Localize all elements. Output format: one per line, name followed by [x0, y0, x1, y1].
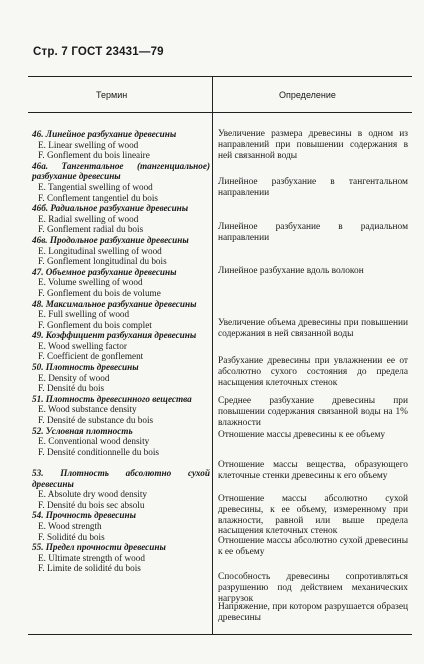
table-top-rule — [28, 76, 412, 77]
term-translation-fr: F. Solidité du bois — [38, 531, 105, 542]
term-translation-fr: F. Gonflement du bois lineaire — [38, 150, 150, 161]
table-bottom-rule — [28, 634, 412, 635]
term-title: 46в. Продольное разбухание древесины — [32, 234, 189, 245]
column-divider — [212, 76, 213, 634]
definition-text: Линейное разбухание в тангентальном направлении — [218, 177, 408, 198]
term-translation-en: E. Longitudinal swelling of wood — [38, 245, 162, 256]
term-translation-en: E. Wood substance density — [38, 404, 137, 415]
term-title: 49. Коэффициент разбухания древесины — [32, 330, 197, 341]
definition-text: Среднее разбухание древесины при повышении содержания связанной воды на 1% влажности — [218, 396, 408, 428]
term-entry — [32, 330, 210, 362]
definition-text: Отношение массы древесины к ее объему — [218, 430, 386, 440]
term-translation-en: E. Linear swelling of wood — [38, 139, 139, 150]
definition-text: Отношение массы абсолютно сухой древесины к ее объему — [218, 536, 408, 557]
term-entry — [32, 129, 210, 161]
page-header: Стр. 7 ГОСТ 23431—79 — [33, 46, 164, 58]
term-translation-fr: F. Gonflement radial du bois — [38, 224, 144, 235]
term-entry — [32, 468, 210, 510]
definition-text: Линейное разбухание вдоль волокон — [218, 266, 364, 276]
spacer — [32, 457, 210, 468]
term-translation-fr: F. Densité conditionnelle du bois — [38, 446, 159, 457]
term-title: 53. Плотность абсолютно сухой древесины — [32, 468, 210, 489]
term-translation-en: E. Wood strength — [38, 520, 102, 531]
definition-text: Напряжение, при котором разрушается образец древесины — [218, 602, 408, 623]
terms-column — [32, 129, 210, 574]
term-entry — [32, 203, 210, 235]
term-title: 48. Максимальное разбухание древесины — [32, 298, 197, 309]
definition-text: Отношение массы вещества, образующего клеточные стенки древесины к его объему — [218, 460, 408, 481]
column-header-definition: Определение — [279, 90, 336, 100]
term-translation-en: E. Ultimate strength of wood — [38, 552, 145, 563]
term-title: 46б. Радиальное разбухание древесины — [32, 203, 189, 214]
term-title: 47. Объемное разбухание древесины — [32, 266, 177, 277]
term-entry — [32, 394, 210, 426]
term-translation-en: E. Tangential swelling of wood — [38, 181, 153, 192]
definition-text: Способность древесины сопротивляться разрушению под действием механических нагрузок — [218, 572, 408, 604]
term-translation-fr: F. Limite de solidité du bois — [38, 563, 141, 574]
term-translation-en: E. Absolute dry wood density — [38, 489, 147, 500]
term-title: 54. Прочность древесины — [32, 510, 136, 521]
term-entry — [32, 235, 210, 267]
term-translation-fr: F. Densité du bois sec absolu — [38, 499, 145, 510]
term-entry — [32, 426, 210, 458]
term-translation-fr: F. Conflement tangentiel du bois — [38, 192, 158, 203]
term-translation-fr: F. Gonflement longitudinal du bois — [38, 256, 167, 267]
term-translation-en: E. Wood swelling factor — [38, 340, 127, 351]
term-translation-en: E. Radial swelling of wood — [38, 213, 139, 224]
term-entry — [32, 362, 210, 394]
definition-text: Увеличение объема древесины при повышении содержания в ней связанной воды — [218, 318, 408, 339]
term-translation-fr: F. Densité de substance du bois — [38, 415, 154, 426]
term-title: 51. Плотность древесинного вещества — [32, 393, 192, 404]
term-translation-fr: F. Gonflement du bois complet — [38, 319, 152, 330]
term-translation-en: E. Full swelling of wood — [38, 309, 130, 320]
term-title: 50. Плотность древесины — [32, 362, 139, 373]
term-title: 46. Линейное разбухание древесины — [32, 129, 177, 139]
table-header-rule — [28, 112, 412, 113]
term-title: 55. Предел прочности древесины — [32, 542, 166, 553]
term-title: 46а. Тангентальное (тангенциальное) разбухание древесины — [32, 160, 210, 182]
term-translation-fr: F. Densité du bois — [38, 383, 105, 394]
term-entry — [32, 510, 210, 542]
term-translation-en: E. Volume swelling of wood — [38, 277, 143, 288]
column-header-term: Термин — [96, 90, 128, 100]
term-translation-en: E. Density of wood — [38, 372, 110, 383]
definition-text: Линейное разбухание в радиальном направлении — [218, 222, 408, 243]
term-entry — [32, 161, 210, 203]
term-translation-fr: F. Gonflement du bois de volume — [38, 287, 161, 298]
term-translation-fr: F. Coefficient de gonflement — [38, 351, 144, 362]
term-entry — [32, 299, 210, 331]
term-entry — [32, 542, 210, 574]
definition-text: Отношение массы абсолютно сухой древесины, к ее объему, измеренному при влажности, равной или выше предела насыщения клеточных стенок — [218, 494, 408, 537]
definition-text: Разбухание древесины при увлажнении ее от абсолютно сухого состояния до предела насыщения клеточных стенок — [218, 356, 408, 388]
term-entry — [32, 267, 210, 299]
term-title: 52. Условная плотность — [32, 425, 133, 436]
term-translation-en: E. Conventional wood density — [38, 436, 150, 447]
definition-text: Увеличение размера древесины в одном из направлений при повышении содержания в ней связанной воды — [218, 129, 408, 161]
